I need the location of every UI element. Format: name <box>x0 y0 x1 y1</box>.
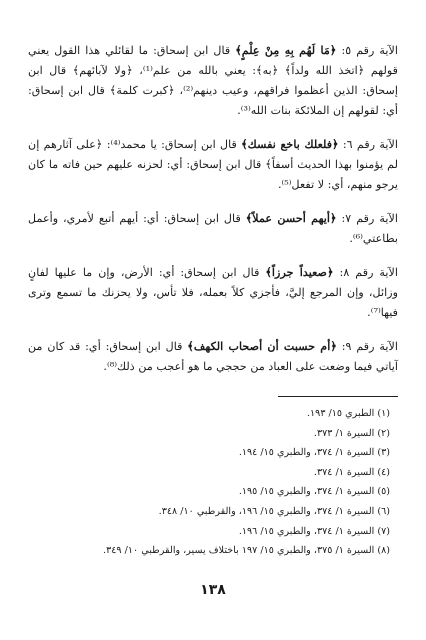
quran-verse: ﴿فلعلك باخع نفسك﴾ <box>241 137 339 151</box>
footnote-item: (٢) السيرة ١/ ٣٧٣. <box>313 427 390 439</box>
quran-verse: ﴿مَا لَهُم بِهِ مِنْ عِلْمٍ﴾ <box>235 43 337 57</box>
commentary-text: قال ابن إسحاق: أي: أيهم أتبع لأمري، وأعمل بطاعتي⁽⁶⁾. <box>28 212 398 245</box>
commentary-text: قال ابن إسحاق: أي: الأرض، وإن ما عليها لفانٍ وزائل، وإن المرجع إليَّ، فأجزي كلاً بعمله، فلا تأس، ولا يحزنك ما تسمع وترى فيها⁽⁷⁾. <box>28 266 398 319</box>
verse-paragraph-9 <box>28 336 398 377</box>
verse-paragraph-7 <box>28 208 398 249</box>
verse-paragraph-5 <box>28 40 398 121</box>
page-number: ١٣٨ <box>200 582 226 598</box>
footnote-item: (٧) السيرة ١/ ٣٧٤، والطبري ١٥/ ١٩٦. <box>238 525 390 537</box>
footnote-divider <box>278 396 398 397</box>
commentary-text: قال ابن إسحاق: ما لقائلي هذا القول يعني قولهم ﴿اتخذ الله ولداً﴾ ﴿به﴾: يعني بالله من علم⁽¹⁾، ﴿ولا لآبائهم﴾ قال ابن إسحاق: الذين أعظموا فراقهم، وعيب دينهم⁽²⁾، ﴿كبرت كلمة﴾ قال ابن إسحاق: أي: لقولهم إن الملائكة بنات الله⁽³⁾. <box>28 44 398 117</box>
footnote-item: (٨) السيرة ١/ ٣٧٥، والطبري ١٥/ ١٩٧ باختلاف يسير، والقرطبي ١٠/ ٣٤٩. <box>103 545 390 557</box>
quran-verse: ﴿أيهم أحسن عملاً﴾ <box>245 211 337 225</box>
verse-number-label: الآية رقم ٦: <box>342 138 398 151</box>
verse-number-label: الآية رقم ٩: <box>341 340 398 353</box>
footnote-item: (١) الطبري ١٥/ ١٩٣. <box>306 408 390 419</box>
main-text <box>28 40 398 390</box>
footnote-item: (٤) السيرة ١/ ٣٧٤. <box>313 466 390 478</box>
footnotes-list <box>28 404 390 561</box>
verse-number-label: الآية رقم ٧: <box>341 212 398 225</box>
verse-number-label: الآية رقم ٥: <box>341 44 398 57</box>
footnote-item: (٥) السيرة ١/ ٣٧٤، والطبري ١٥/ ١٩٥. <box>238 486 390 498</box>
commentary-text: قال ابن إسحاق: أي: قد كان من آياتي فيما وضعت على العباد من حججي ما هو أعجب من ذلك⁽⁸⁾. <box>28 340 398 373</box>
footnote-item: (٣) السيرة ١/ ٣٧٤، والطبري ١٥/ ١٩٤. <box>238 447 390 459</box>
commentary-text: قال ابن إسحاق: يا محمد⁽⁴⁾: ﴿على آثارهم إن لم يؤمنوا بهذا الحديث أسفاً﴾ قال ابن إسحاق: أي: لحزنه عليهم حين فاته ما كان يرجو منهم، أي: لا تفعل⁽⁵⁾. <box>28 138 398 191</box>
verse-paragraph-6 <box>28 134 398 195</box>
verse-paragraph-8 <box>28 262 398 323</box>
footnote-item: (٦) السيرة ١/ ٣٧٤، والطبري ١٥/ ١٩٦، والقرطبي ١٠/ ٣٤٨. <box>158 505 390 517</box>
quran-verse: ﴿أم حسبت أن أصحاب الكهف﴾ <box>187 339 337 353</box>
verse-number-label: الآية رقم ٨: <box>339 266 399 279</box>
quran-verse: ﴿صعيداً جرزاً﴾ <box>265 265 334 279</box>
